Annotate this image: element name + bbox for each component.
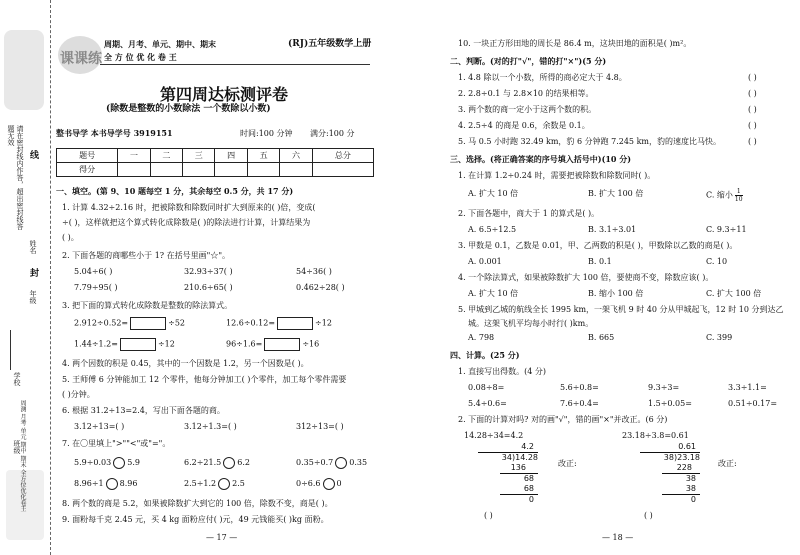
judge-answer[interactable]: ( ) [748, 121, 757, 130]
choice-option[interactable]: B. 扩大 100 倍 [588, 189, 644, 198]
oral-item: 1.5÷0.05= [648, 399, 692, 408]
full-score: 满分:100 分 [310, 129, 355, 138]
oral-item: 5.6÷0.8= [560, 383, 599, 392]
time-limit: 时间:100 分钟 [240, 129, 293, 138]
q2-item: 210.6÷65( ) [184, 283, 233, 292]
test-subtitle: (除数是整数的小数除法 一个数除以小数) [106, 104, 271, 114]
answer-mark[interactable]: ( ) [484, 511, 493, 520]
q9: 9. 面粉每千克 2.45 元，买 4 kg 面粉应付( )元，49 元钱能买( )kg 面粉。 [62, 515, 329, 524]
score-header: 题号 [57, 149, 118, 163]
q6-prompt: 6. 根据 31.2÷13=2.4，写出下面各题的商。 [62, 406, 225, 415]
score-row-label: 得分 [57, 163, 118, 177]
section-choice: 三、选择。(将正确答案的序号填入括号中)(10 分) [450, 154, 632, 164]
seal-notice: 请在密封线内作答，超出密封线答题无效 [7, 125, 24, 230]
school-line [10, 330, 11, 370]
compare-circle[interactable] [223, 457, 235, 469]
score-cell[interactable] [183, 163, 215, 177]
strip-slogan: 周测 月考 单元 期中 期末 全方位优化卷王 [19, 400, 26, 512]
choice-q5-line1: 5. 甲城到乙城的航线全长 1995 km，一架飞机 9 时 40 分从甲城起飞，12 时 10 分到达乙 [458, 305, 784, 314]
compare-circle[interactable] [218, 478, 230, 490]
fix-label: 改正: [558, 459, 577, 468]
q7-item: 0÷6.6 0 [296, 479, 342, 488]
score-table [56, 148, 374, 177]
q2-item: 0.462÷28( ) [296, 283, 345, 292]
q7-item: 5.9÷0.03 5.9 [74, 458, 140, 467]
answer-box[interactable] [120, 338, 156, 351]
school-label: 学校 [13, 372, 21, 386]
q8: 8. 两个数的商是 5.2，如果被除数扩大到它的 100 倍，除数不变，商是( )。 [62, 499, 333, 508]
long-division-2: 0.61 38)23.18 228 38 38 0 [640, 442, 700, 505]
compare-circle[interactable] [335, 457, 347, 469]
choice-option[interactable]: A. 扩大 10 倍 [468, 289, 519, 298]
judge-item: 5. 马 0.5 小时跑 32.49 km，豹 6 分钟跑 7.245 km，豹的速度比马快。 [458, 137, 722, 146]
score-header: 二 [150, 149, 182, 163]
q2-item: 5.04÷6( ) [74, 267, 113, 276]
q1-line1: 1. 计算 4.32÷2.16 时，把被除数和除数同时扩大到原来的( )倍，变成( [62, 203, 316, 212]
q3-item: 1.44÷1.2= ÷12 [74, 338, 175, 351]
judge-answer[interactable]: ( ) [748, 73, 757, 82]
compare-circle[interactable] [113, 457, 125, 469]
q2-item: 54÷36( ) [296, 267, 332, 276]
section-fill: 一、填空。(第 9、10 题每空 1 分，其余每空 0.5 分，共 17 分) [56, 186, 294, 196]
choice-q: 4. 一个除法算式，如果被除数扩大 100 倍，要使商不变，除数应该( )。 [458, 273, 714, 282]
q3-item: 2.912÷0.52= ÷52 [74, 317, 185, 330]
oral-item: 3.3÷1.1= [728, 383, 767, 392]
q3-prompt: 3. 把下面的算式转化成除数是整数的除法算式。 [62, 301, 233, 310]
badge-logo [4, 30, 44, 110]
q2-prompt: 2. 下面各题的商哪些小于 1? 在括号里画"☆"。 [62, 251, 230, 260]
choice-option[interactable]: B. 缩小 100 倍 [588, 289, 644, 298]
q10: 10. 一块正方形田地的周长是 86.4 m，这块田地的面积是( )m²。 [458, 39, 692, 48]
seal-label: 封 [28, 268, 38, 277]
q7-item: 2.5÷1.2 2.5 [184, 479, 245, 488]
choice-option[interactable]: C. 缩小 $\frac{1}{10}$ [706, 188, 743, 203]
class-label: 班级 [13, 440, 21, 454]
judge-answer[interactable]: ( ) [748, 89, 757, 98]
q6-item: 3.12÷1.3=( ) [184, 422, 237, 431]
score-cell[interactable] [247, 163, 279, 177]
score-cell[interactable] [280, 163, 312, 177]
oral-item: 0.08÷8= [468, 383, 505, 392]
grade-title: (RJ)五年级数学上册 [288, 39, 372, 49]
score-cell[interactable] [312, 163, 373, 177]
choice-option[interactable]: C. 扩大 100 倍 [706, 289, 762, 298]
guide-code: 整书导学 本书导学号 3919151 [56, 128, 173, 138]
q5-line1: 5. 王师傅 6 分钟能加工 12 个零件，他每分钟加工( )个零件，加工每个零件需要 [62, 375, 347, 384]
choice-option[interactable]: A. 0.001 [468, 257, 502, 266]
q3-item: 96÷1.6= ÷16 [226, 338, 319, 351]
score-cell[interactable] [150, 163, 182, 177]
choice-option[interactable]: A. 798 [468, 333, 495, 342]
long-division-1: 4.2 34)14.28 136 68 68 0 [478, 442, 538, 505]
choice-q5-line2: 城。这架飞机平均每小时行( )km。 [468, 319, 594, 328]
choice-option[interactable]: B. 665 [588, 333, 615, 342]
seal-line-label: 线 [28, 150, 38, 159]
q1-line2: ÷( )，这样就把这个算式转化成除数是( )的除法进行计算，计算结果为 [62, 218, 311, 227]
page-number-left: — 17 — [206, 533, 238, 542]
compare-circle[interactable] [323, 478, 335, 490]
binding-strip [0, 0, 51, 555]
q1-line3: ( )。 [62, 233, 79, 242]
score-header: 三 [183, 149, 215, 163]
grade-label: 年级 [29, 290, 37, 304]
wrong-calc-2: 23.18÷3.8=0.61 [622, 431, 689, 440]
choice-option[interactable]: B. 0.1 [588, 257, 612, 266]
q2-item: 32.93÷37( ) [184, 267, 233, 276]
q4: 4. 两个因数的积是 0.45，其中的一个因数是 1.2，另一个因数是( )。 [62, 359, 309, 368]
header-slogan: 全 方 位 优 化 卷 王 [104, 52, 177, 62]
q2-item: 7.79÷95( ) [74, 283, 118, 292]
section-calc: 四、计算。(25 分) [450, 350, 520, 360]
section-judge: 二、判断。(对的打"√"，错的打"×")(5 分) [450, 56, 607, 66]
q7-item: 8.96÷1 8.96 [74, 479, 138, 488]
oral-item: 5.4÷0.6= [468, 399, 507, 408]
score-header: 四 [215, 149, 247, 163]
test-title: 第四周达标测评卷 [160, 85, 289, 104]
calc-d1: 1. 直接写出得数。(4 分) [458, 367, 547, 376]
q7-item: 6.2÷21.5 6.2 [184, 458, 250, 467]
score-header: 一 [118, 149, 150, 163]
score-cell[interactable] [118, 163, 150, 177]
oral-item: 7.6÷0.4= [560, 399, 599, 408]
choice-q: 1. 在计算 1.2÷0.24 时，需要把被除数和除数同时( )。 [458, 171, 656, 180]
choice-option[interactable]: A. 6.5÷12.5 [468, 225, 517, 234]
choice-option[interactable]: C. 10 [706, 257, 728, 266]
answer-box[interactable] [277, 317, 313, 330]
q3-item: 12.6÷0.12= ÷12 [226, 317, 332, 330]
score-header: 六 [280, 149, 312, 163]
wrong-calc-1: 14.28÷34=4.2 [464, 431, 524, 440]
q7-prompt: 7. 在〇里填上">""<"或"="。 [62, 439, 171, 448]
q6-item: 312÷13=( ) [296, 422, 344, 431]
page-number-right: — 18 — [602, 533, 634, 542]
judge-item: 1. 4.8 除以一个小数，所得的商必定大于 4.8。 [458, 73, 627, 82]
judge-answer[interactable]: ( ) [748, 137, 757, 146]
answer-mark[interactable]: ( ) [644, 511, 653, 520]
answer-box[interactable] [264, 338, 300, 351]
score-header: 总分 [312, 149, 373, 163]
judge-answer[interactable]: ( ) [748, 105, 757, 114]
fix-label: 改正: [718, 459, 737, 468]
judge-item: 2. 2.8÷0.1 与 2.8×10 的结果相等。 [458, 89, 594, 98]
score-header: 五 [247, 149, 279, 163]
header-rule [100, 64, 370, 65]
q6-item: 3.12÷13=( ) [74, 422, 125, 431]
choice-option[interactable]: B. 3.1÷3.01 [588, 225, 637, 234]
header-tagline: 周期、月考、单元、期中、期末 [104, 39, 216, 49]
choice-q: 3. 甲数是 0.1，乙数是 0.01，甲、乙两数的积是( )，甲数除以乙数的商是( )。 [458, 241, 738, 250]
choice-q: 2. 下面各题中，商大于 1 的算式是( )。 [458, 209, 600, 218]
q7-item: 0.35÷0.7 0.35 [296, 458, 368, 467]
score-cell[interactable] [215, 163, 247, 177]
answer-box[interactable] [130, 317, 166, 330]
q5-line2: ( )分钟。 [62, 390, 95, 399]
calc-d2: 2. 下面的计算对吗? 对的画"√"，错的画"×"并改正。(6 分) [458, 415, 668, 424]
compare-circle[interactable] [106, 478, 118, 490]
oral-item: 0.51÷0.17= [728, 399, 778, 408]
judge-item: 3. 两个数的商一定小于这两个数的积。 [458, 105, 597, 114]
judge-item: 4. 2.5÷4 的商是 0.6，余数是 0.1。 [458, 121, 590, 130]
choice-option[interactable]: C. 399 [706, 333, 733, 342]
choice-option[interactable]: C. 9.3÷11 [706, 225, 747, 234]
choice-option[interactable]: A. 扩大 10 倍 [468, 189, 519, 198]
name-label: 姓名 [29, 240, 37, 254]
brand-logo-text: 课课练 [60, 51, 102, 67]
oral-item: 9.3÷3= [648, 383, 680, 392]
